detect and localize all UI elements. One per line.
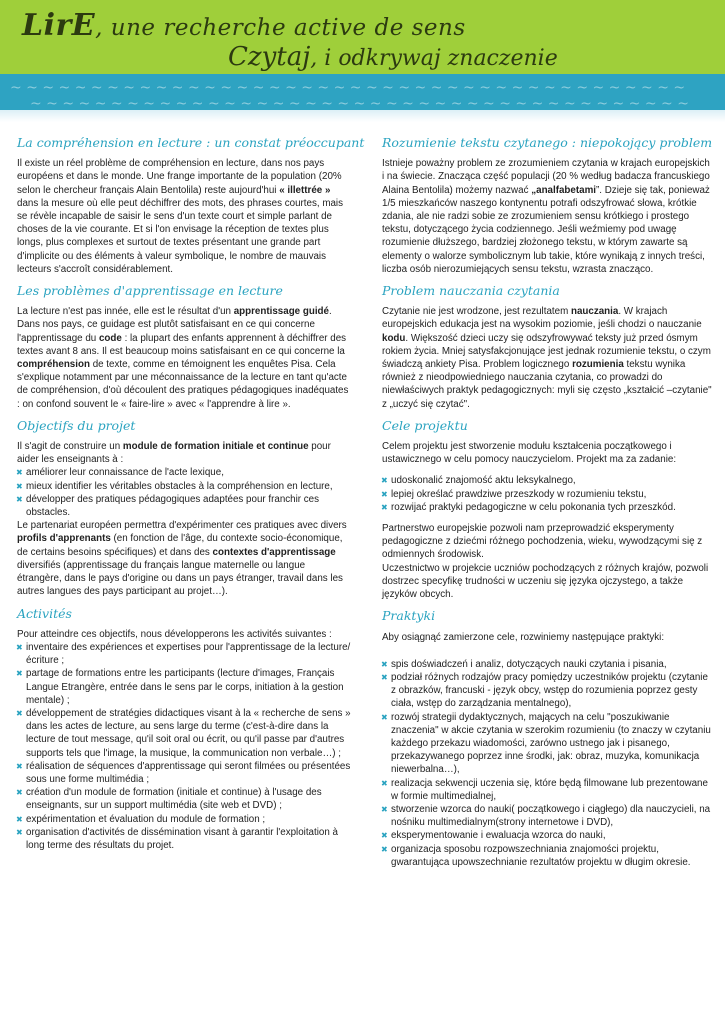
bullet-list: [382, 658, 712, 869]
title-fr-rest: , une recherche active de sens: [95, 15, 466, 41]
section-title: Les problèmes d'apprentissage en lecture: [17, 283, 283, 299]
bold-text: compréhension: [17, 359, 90, 371]
list-item: ✖ podział różnych rodzajów pracy pomiędzy uczestników projektu (czytanie z obrazków, francuski - język obcy, wstęp do rozumienia poprzez gesty ciała, wstęp do zarządzania mentalnego),: [382, 671, 712, 711]
bold-text: nauczania: [570, 306, 619, 318]
text: Istnieje poważny problem ze zrozumieniem czytania w krajach europejskich i na świecie. Znacząca część populacji (20 % według badacza francuskiego Alaina Bentolila) możemy nazwać: [382, 158, 710, 196]
text: Il s'agit de construire un: [17, 441, 121, 453]
paragraph: Aby osiągnąć zamierzone cele, rozwiniemy następujące praktyki:: [382, 631, 665, 643]
list-item: ✖ mieux identifier les véritables obstacles à la compréhension en lecture,: [17, 480, 352, 493]
list-item: ✖ développement de stratégies didactiques visant à la « recherche de sens » dans les actes de lecture, au sens large du terme (c'est-à-dire dans la lecture de tout message, qu'il soit oral ou écrit, ou qu'il passe par d'autres supports tels que l'image, la musique, la communication non verbale…) ;: [17, 707, 352, 760]
section-title: Cele projektu: [382, 417, 468, 433]
paragraph: [382, 157, 712, 276]
text: pour aider les enseignants à :: [17, 441, 331, 466]
right-column-pl: [382, 132, 712, 869]
list-item: ✖ développer des pratiques pédagogiques adaptées pour franchir ces obstacles.: [17, 493, 352, 519]
text: de texte, comme en témoignent les enquêtes Pisa. Cela s'explique notamment par une méconnaissance de la lecture en tant qu'acte de compréhension, d'où découlent des pratiques pédagogiques inadéquates : on confond souvent le « faire-lire » avec « l'apprendre à lire ».: [17, 359, 349, 410]
banner-scribble: ~ ~ ~ ~ ~ ~ ~ ~ ~ ~ ~ ~ ~ ~ ~ ~ ~ ~ ~ ~ ~ ~ ~ ~ ~ ~ ~ ~ ~ ~ ~ ~ ~ ~ ~ ~ ~ ~ ~ ~ ~: [30, 96, 689, 112]
text: diversifiés (apprentissage du français langue maternelle ou langue étrangère, dans le pays d'origine ou dans un pays étranger, travail dans les autres langues des pays participant au projet…).: [17, 559, 343, 598]
list-item: ✖ rozwijać praktyki pedagogiczne w celu pokonania tych przeszkód.: [382, 501, 712, 514]
banner-scribble: ~ ~ ~ ~ ~ ~ ~ ~ ~ ~ ~ ~ ~ ~ ~ ~ ~ ~ ~ ~ ~ ~ ~ ~ ~ ~ ~ ~ ~ ~ ~ ~ ~ ~ ~ ~ ~ ~ ~ ~ ~ ~: [10, 80, 686, 96]
list-item: ✖ lepiej określać prawdziwe przeszkody w rozumieniu tekstu,: [382, 488, 712, 501]
bold-text: profils d'apprenants: [17, 533, 111, 545]
list-item: ✖ realizacja sekwencji uczenia się, które będą filmowane lub prezentowane w formie multimedialnej,: [382, 777, 712, 803]
list-item: ✖ rozwój strategii dydaktycznych, mających na celu "poszukiwanie znaczenia" w akcie czytania w szerokim rozumieniu (to znaczy w czytaniu każdego przekazu wiadomości, zarówno ustnego jak i pisanego, przekazywanego poprzez inne środki, jak: obraz, muzyka, komunikacja niewerbalna…),: [382, 711, 712, 777]
text: ”. Dzieje się tak, ponieważ 1/5 mieszkańców naszego kontynentu potrafi odszyfrować słowa, krótkie zdania, ale nie radzi sobie ze zrozumieniem sensu krótkiego i prostego tekstu, dotyczącego życia codziennego. Jeśli weźmiemy pod uwagę rozumienie dłuższego, bardziej złożonego tekstu, w którym zawarte są elementy o walorze symbolicznym lub takie, które wynikają z innych treści, liczba osób nierozumiejących sensu tekstu, wzrasta znacząco.: [382, 184, 710, 275]
text: : la plupart des enfants apprennent à déchiffrer des textes avant 8 ans. Il est beaucoup moins satisfaisant en ce qui concerne la: [17, 332, 347, 357]
title-pl-word: Czytaj: [228, 42, 311, 72]
paragraph: Uczestnictwo w projekcie uczniów pochodzących z różnych krajów, pozwoli dostrzec specyfikę trudności w uczeniu się języka ojczystego, a także języków obcych.: [382, 562, 709, 601]
list-item: ✖ inventaire des expériences et expertises pour l'apprentissage de la lecture/écriture ;: [17, 641, 352, 667]
bold-text: kodu: [382, 332, 406, 344]
section-title: La compréhension en lecture : un constat préoccupant: [17, 135, 365, 150]
paragraph: [17, 305, 352, 411]
paragraph: Partnerstwo europejskie pozwoli nam przeprowadzić eksperymenty pedagogiczne z dziećmi różnego pochodzenia, wieku, wywodzącymi się z odmiennych środowisk.: [382, 523, 703, 561]
list-item: ✖ partage de formations entre les participants (lecture d'images, Français Langue Etrangère, entrée dans le sens par le corps, initiation à la gestion mentale) ;: [17, 667, 352, 707]
bold-text: apprentissage guidé: [233, 306, 329, 318]
bullet-list: [382, 474, 712, 514]
text: tekstu wynika również z nieodpowiedniego nauczania czytania, co prowadzi do niewłaściwych praktyk pedagogicznych: myli się często „kształcić –czytanie" z „uczyć się czytać".: [382, 359, 712, 410]
bullet-list: [17, 466, 352, 519]
bold-text: rozumienia: [572, 359, 624, 371]
banner-title-fr: [22, 8, 466, 43]
paragraph: [17, 519, 352, 598]
bold-text: contextes d'apprentissage: [212, 546, 336, 558]
title-fr-word: LirE: [22, 8, 96, 43]
title-pl-rest: , i odkrywaj znaczenie: [310, 46, 558, 71]
bullet-list: [17, 641, 352, 852]
list-item: ✖ organizacja sposobu rozpowszechniania znajomości projektu, gwarantująca upowszechnianie rezultatów projektu w długim okresie.: [382, 843, 712, 869]
paragraph: Celem projektu jest stworzenie modułu kształcenia początkowego i ustawicznego w celu pomocy nauczycielom. Projekt ma za zadanie:: [382, 441, 677, 466]
section-title: Praktyki: [382, 608, 436, 624]
list-item: ✖ améliorer leur connaissance de l'acte lexique,: [17, 466, 352, 479]
text: . Dans nos pays, ce guidage est plutôt satisfaisant en ce qui concerne l'apprentissage du: [17, 306, 332, 344]
list-item: ✖ eksperymentowanie i ewaluacja wzorca do nauki,: [382, 829, 712, 842]
paragraph: [17, 157, 352, 276]
paragraph: [17, 440, 352, 466]
list-item: ✖ organisation d'activités de dissémination visant à garantir l'exploitation à long terme des résultats du projet.: [17, 826, 352, 852]
text: Le partenariat européen permettra d'expérimenter ces pratiques avec divers: [17, 520, 347, 532]
bold-text: « illettrée »: [279, 184, 331, 196]
section-title: Rozumienie tekstu czytanego : niepokojący problem: [382, 135, 713, 150]
list-item: ✖ spis doświadczeń i analiz, dotyczących nauki czytania i pisania,: [382, 658, 712, 671]
section-title: Objectifs du projet: [17, 417, 136, 433]
section-title: Problem nauczania czytania: [382, 283, 560, 299]
text: dans la mesure où elle peut déchiffrer des mots, des phrases courtes, mais se révèle incapable de saisir le sens d'un texte court et simple parlant de choses de la vie courante. Et si l'on envisage la réception de textes plus longs, plus complexes et surtout de textes présentant une grande part d'implicite ou des éléments à valeur symbolique, le nombre de mauvais lecteurs s'accroît considérablement.: [17, 197, 344, 275]
text: Czytanie nie jest wrodzone, jest rezultatem: [382, 306, 569, 318]
text: Il existe un réel problème de compréhension en lecture, dans nos pays européens et dans le monde. Une frange importante de la population (20% selon le chercheur français Alain Bentolila) reste aujourd'hui: [17, 158, 342, 196]
bold-text: module de formation initiale et continue: [122, 441, 309, 453]
text: . Większość dzieci uczy się odszyfrowywać teksty już przed ósmym rokiem życia. Mniej satysfakcjonujące jest jednak rozumienie tekstu, o czym świadczą ankiety Pisa. Problem logicznego: [382, 332, 711, 371]
list-item: ✖ création d'un module de formation (initiale et continue) à l'usage des enseignants, sur un support multimédia (site web et DVD) ;: [17, 786, 352, 812]
left-column-fr: [17, 132, 365, 852]
paragraph: Pour atteindre ces objectifs, nous développerons les activités suivantes :: [17, 628, 332, 640]
text: . W krajach europejskich edukacja jest na wysokim poziomie, jeśli chodzi o nauczanie: [382, 306, 702, 331]
bold-text: code: [98, 332, 122, 344]
list-item: ✖ stworzenie wzorca do nauki( początkowego i ciągłego) dla nauczycieli, na nośniku multimedialnym(strony internetowe i DVD),: [382, 803, 712, 829]
text: (en fonction de l'âge, du contexte socio-économique, de certains besoins spécifiques) et dans des: [17, 533, 343, 558]
paragraph: [382, 305, 712, 411]
header-banner: [0, 0, 725, 122]
text: La lecture n'est pas innée, elle est le résultat d'un: [17, 306, 231, 318]
banner-title-pl: [228, 42, 558, 72]
list-item: ✖ réalisation de séquences d'apprentissage qui seront filmées ou présentées sous une forme multimédia ;: [17, 760, 352, 786]
bold-text: „analfabetami: [531, 184, 597, 196]
section-title: Activités: [17, 605, 72, 621]
list-item: ✖ udoskonalić znajomość aktu leksykalnego,: [382, 474, 712, 487]
list-item: ✖ expérimentation et évaluation du module de formation ;: [17, 813, 352, 826]
